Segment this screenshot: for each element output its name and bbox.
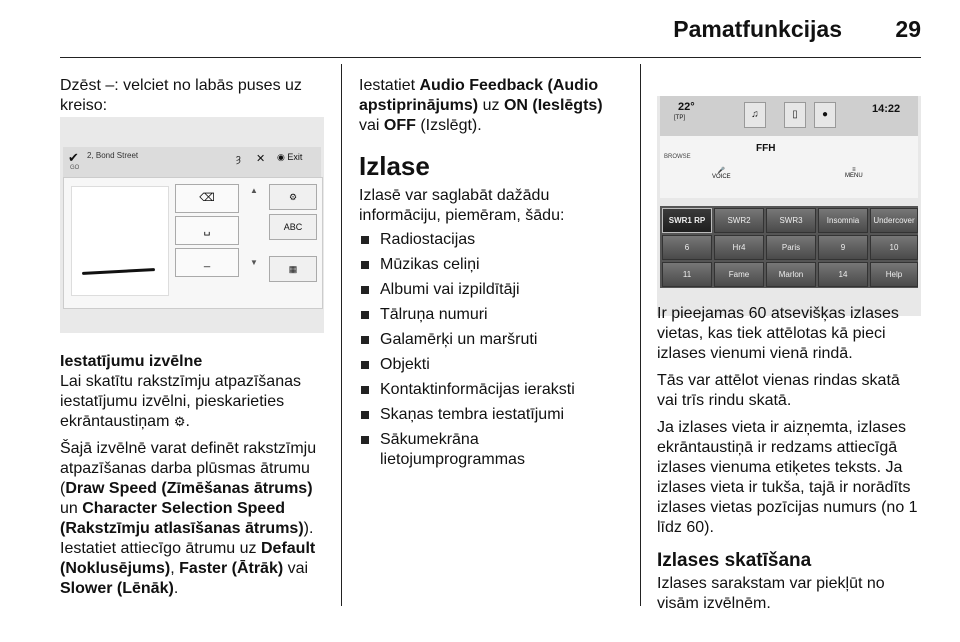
audio-feedback-label: Audio Feedback (Audio apstiprinājums)	[359, 77, 599, 114]
station-name: FFH	[756, 143, 776, 154]
list-item: Radiostacijas	[359, 230, 624, 250]
favourite-button: SWR1 RP	[662, 208, 712, 233]
list-item: Mūzikas celiņi	[359, 255, 624, 275]
draw-speed-label: Draw Speed (Zīmēšanas ātrums)	[65, 480, 313, 497]
list-item: Sākumekrāna lietojumprogrammas	[359, 430, 624, 470]
settings-heading: Iestatījumu izvēlne	[60, 353, 203, 370]
screen-header	[660, 96, 918, 136]
music-note-icon: ♫	[744, 102, 766, 128]
exit-button: ◉ Exit	[277, 152, 303, 162]
af-end: (Izslēgt).	[415, 117, 482, 134]
clock: 14:22	[872, 103, 901, 115]
column-divider-2	[640, 64, 641, 606]
favourite-button: 6	[662, 235, 712, 260]
temperature: 22°	[678, 101, 695, 113]
handwriting-pad	[71, 186, 169, 296]
station-band	[660, 136, 918, 198]
go-label: GO	[70, 165, 80, 171]
favourite-button: Insomnia	[818, 208, 868, 233]
favourite-button: SWR3	[766, 208, 816, 233]
favourite-button: SWR2	[714, 208, 764, 233]
off-label: OFF	[383, 117, 416, 134]
p3-start: Iestatiet attiecīgo ātrumu uz	[60, 540, 261, 557]
column-3	[657, 304, 922, 621]
underscore-key: _	[175, 248, 239, 277]
favourite-button: Fame	[714, 262, 764, 287]
faster-label: Faster (Ātrāk)	[179, 560, 284, 577]
settings-gear-icon: ⚙	[173, 414, 186, 429]
af-mid2: vai	[359, 117, 384, 134]
browse-label: BROWSE	[664, 154, 691, 160]
column-2	[359, 76, 624, 475]
page-number: 29	[895, 16, 921, 42]
phone-icon: ▯	[784, 102, 806, 128]
list-item: Albumi vai izpildītāji	[359, 280, 624, 300]
favourites-p2: Tās var attēlot vienas rindas skatā vai trīs rindu skatā.	[657, 372, 900, 409]
keyboard-key: ▦	[269, 256, 317, 282]
list-item: Tālruņa numuri	[359, 305, 624, 325]
menu-label: MENU	[845, 173, 863, 179]
favourite-button: Hr4	[714, 235, 764, 260]
exit-label: Exit	[287, 152, 303, 162]
p3-end: .	[173, 580, 179, 597]
handwriting-screenshot	[60, 117, 324, 333]
close-icon: ✕	[256, 153, 266, 165]
favourites-p3: Ja izlases vieta ir aizņemta, izlases ekrāntaustiņā ir redzams attiecīgā izlases vienuma etiķetes teksts. Ja izlases vieta ir tukša, tajā ir norādīts izlases vietas pozīcijas numurs (no 1 līdz 60).	[657, 419, 918, 536]
p2-end: ).	[303, 520, 314, 537]
p2-start: Šajā izvēlnē varat definēt rakstzīmju atpazīšanas darba plūsmas ātrumu (	[60, 440, 317, 497]
favourite-button: 10	[870, 235, 918, 260]
favourite-button: Paris	[766, 235, 816, 260]
list-item: Skaņas tembra iestatījumi	[359, 405, 624, 425]
favourites-heading: Izlase	[359, 151, 430, 181]
header-rule	[60, 57, 921, 58]
favourite-button: Undercover	[870, 208, 918, 233]
scroll-bar: ▲ ▼	[250, 186, 258, 267]
favourites-p1: Ir pieejamas 60 atsevišķas izlases vietas, kas tiek attēlotas kā pieci izlases vienumi vienā rindā.	[657, 305, 899, 362]
column-1	[60, 76, 325, 123]
settings-key: ⚙	[269, 184, 317, 210]
p2-mid: un	[60, 500, 83, 517]
char-selection-label: Character Selection Speed (Rakstzīmju atlasīšanas ātrums)	[60, 500, 304, 537]
settings-p2	[60, 439, 325, 599]
street-text: 2, Bond Street	[87, 151, 139, 160]
settings-section	[60, 352, 325, 606]
favourite-button: Help	[870, 262, 918, 287]
af-start: Iestatiet	[359, 77, 420, 94]
favourite-button: 9	[818, 235, 868, 260]
abc-key: ABC	[269, 214, 317, 240]
favourite-button: 11	[662, 262, 712, 287]
favourite-button: 14	[818, 262, 868, 287]
handwriting-icon: ȝ	[236, 153, 241, 165]
list-item: Kontaktinformācijas ieraksti	[359, 380, 624, 400]
voice-button: 🎤 VOICE	[712, 168, 731, 180]
delete-intro: Dzēst –: velciet no labās puses uz kreiso:	[60, 77, 302, 114]
favourites-screenshot	[657, 96, 921, 316]
info-icon: ●	[814, 102, 836, 128]
af-mid: uz	[478, 97, 504, 114]
menu-button: ≡ MENU	[845, 167, 863, 179]
page-header	[0, 0, 960, 60]
check-icon: ✔	[68, 150, 79, 165]
p3-mid: vai	[283, 560, 309, 577]
p3-sep: ,	[170, 560, 180, 577]
backspace-key: ⌫	[175, 184, 239, 213]
space-key: ␣	[175, 216, 239, 245]
settings-p1-end: .	[185, 413, 190, 430]
default-label: Default (Noklusējums)	[60, 540, 316, 577]
favourite-button: Marlon	[766, 262, 816, 287]
settings-p1: Lai skatītu rakstzīmju atpazīšanas iestatījumu izvēlni, pieskarieties ekrāntaustiņam	[60, 373, 301, 430]
audio-feedback-text	[359, 76, 624, 136]
list-item: Objekti	[359, 355, 624, 375]
list-item: Galamērķi un maršruti	[359, 330, 624, 350]
drawn-stroke	[82, 268, 155, 275]
on-label: ON (Ieslēgts)	[503, 97, 603, 114]
screen-top-bar	[63, 147, 321, 178]
favourites-grid	[660, 206, 918, 288]
favourites-p4: Izlases sarakstam var piekļūt no visām izvēlnēm.	[657, 575, 885, 612]
favourites-intro: Izlasē var saglabāt dažādu informāciju, piemēram, šādu:	[359, 187, 565, 224]
voice-label: VOICE	[712, 174, 731, 180]
input-panel	[63, 177, 323, 309]
page-title: Pamatfunkcijas	[673, 16, 842, 42]
tp-indicator: [TP]	[674, 115, 686, 121]
view-favourites-heading: Izlases skatīšana	[657, 550, 812, 571]
slower-label: Slower (Lēnāk)	[60, 580, 174, 597]
column-divider-1	[341, 64, 342, 606]
favourites-list	[359, 230, 624, 470]
